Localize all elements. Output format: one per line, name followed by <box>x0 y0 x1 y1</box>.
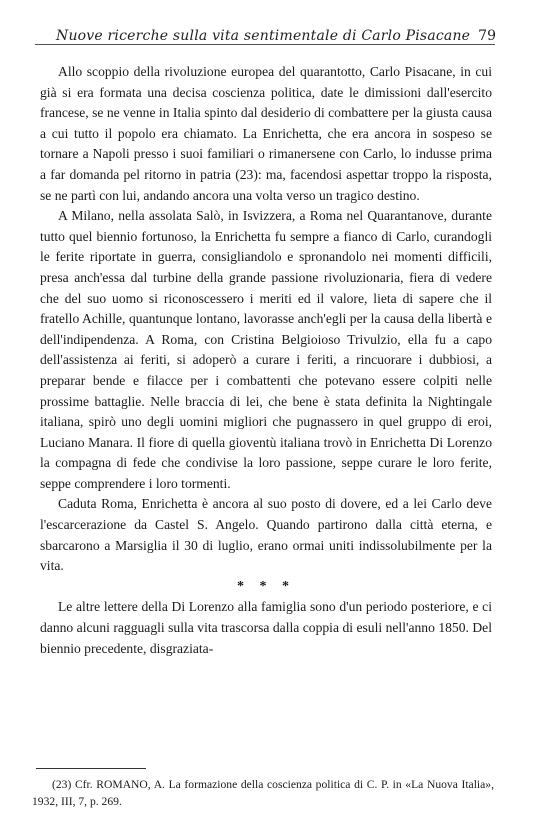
running-header <box>56 20 496 44</box>
running-title: Nuove ricerche sulla vita sentimentale di Carlo Pisacane <box>56 28 471 44</box>
paragraph-1: Allo scoppio della rivoluzione europea del quarantotto, Carlo Pisacane, in cui già si era formata una decisa coscienza politica, date le dimissioni dall'esercito francese, se ne venne in Italia spinto dal desiderio di combattere per la giusta causa a cui tutto il popolo era chiamato. La Enrichetta, che era ancora in sospeso se tornare a Napoli presso i suoi familiari o rimanersene con Carlo, lo indusse prima a far domanda pel ritorno in patria (23): ma, facendosi aspettar troppo la risposta, se ne partì con lui, andando ancora una volta verso un tragico destino. <box>40 64 492 203</box>
paragraph-4: Le altre lettere della Di Lorenzo alla famiglia sono d'un periodo posteriore, e ci danno alcuni ragguagli sulla vita trascorsa dalla coppia di esuli nell'anno 1850. Del biennio precedente, disgraziata- <box>40 599 492 656</box>
paragraph-2: A Milano, nella assolata Salò, in Isvizzera, a Roma nel Quarantanove, durante tutto quel biennio fortunoso, la Enrichetta fu sempre a fianco di Carlo, curandogli le ferite riportate in guerra, consigliandolo e spronandolo nei momenti difficili, presa anch'essa dal turbine della grande passione rivoluzionaria, fiera di vedere che del suo uomo si riconoscessero i meriti ed il valore, lieta di sapere che il fratello Achille, quantunque lontano, lavorasse anch'egli per la causa della libertà e dell'indipendenza. A Roma, con Cristina Belgioioso Trivulzio, ella fu a capo dell'assistenza ai feriti, si adoperò a curare i feriti, a rincuorare i dubbiosi, a preparar bende e filacce per i combattenti che potevano essere colpiti nelle prossime battaglie. Nelle braccia di lei, che bene è stata definita la Nightingale italiana, spirò uno degli uomini migliori che pugnassero in quel gruppo di eroi, Luciano Manara. Il fiore di quella gioventù italiana trovò in Enrichetta Di Lorenzo la compagna di fede che condivise la loro passione, seppe curare le loro ferite, seppe comprendere i loro tormenti. <box>40 208 492 491</box>
paragraph-3: Caduta Roma, Enrichetta è ancora al suo posto di dovere, ed a lei Carlo deve l'escarcerazione da Castel S. Angelo. Quando partirono dalla città eterna, e sbarcarono a Marsiglia il 30 di luglio, erano ormai uniti indissolubilmente per la vita. <box>40 496 492 574</box>
page-number: 79 <box>478 28 496 44</box>
body-text <box>40 62 492 659</box>
footnote-rule <box>36 768 146 769</box>
footnote-23: (23) Cfr. ROMANO, A. La formazione della coscienza politica di C. P. in «La Nuova Italia», 1932, III, 7, p. 269. <box>32 778 494 808</box>
header-rule <box>35 44 495 45</box>
section-separator: * * * <box>237 578 295 594</box>
